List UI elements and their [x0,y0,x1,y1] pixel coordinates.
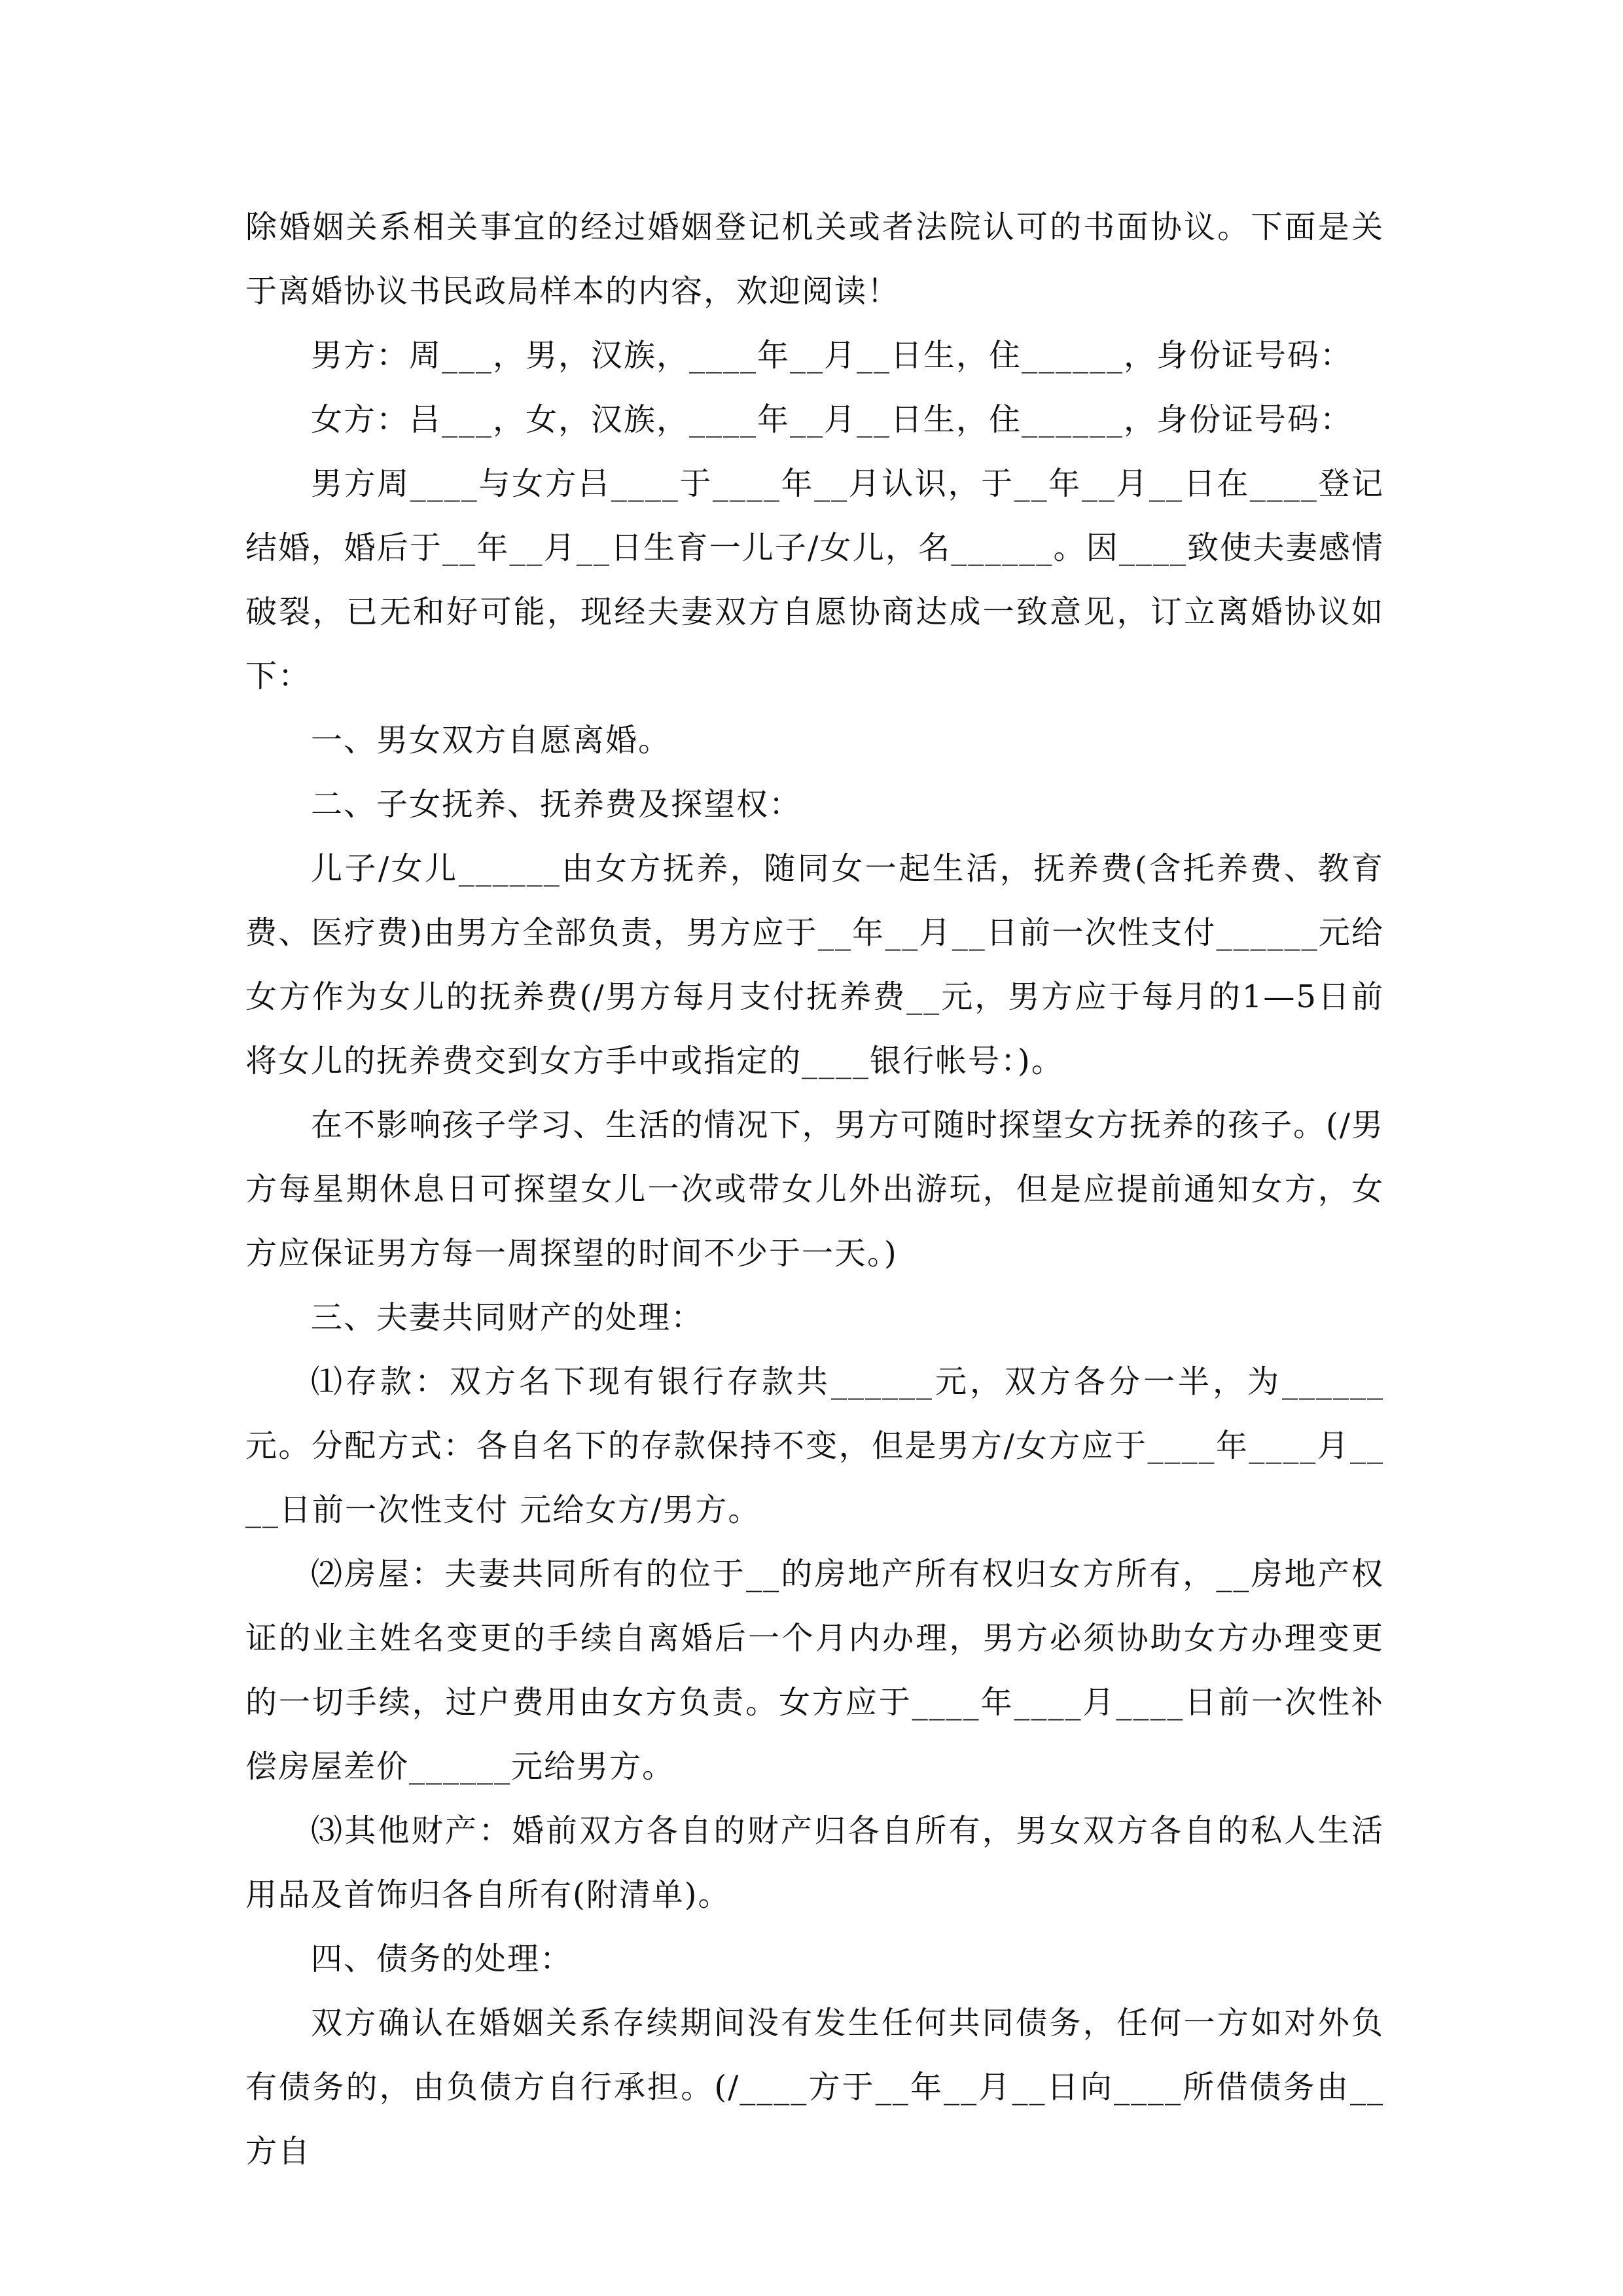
debts-paragraph: 双方确认在婚姻关系存续期间没有发生任何共同债务，任何一方如对外负有债务的，由负债方自行承担。(/____方于__年__月__日向____所借债务由__方自 [245,2005,1384,2170]
section-heading-property: 三、夫妻共同财产的处理： [311,1299,704,1336]
male-party-line: 男方：周___，男，汉族，____年__月__日生，住______，身份证号码： [311,337,1353,374]
intro-paragraph: 除婚姻关系相关事宜的经过婚姻登记机关或者法院认可的书面协议。下面是关于离婚协议书民政局样本的内容，欢迎阅读！ [245,209,1384,310]
section-heading-child-custody: 二、子女抚养、抚养费及探望权： [311,786,802,823]
document-body [245,195,1384,2183]
marriage-background-paragraph: 男方周____与女方吕____于____年__月认识，于__年__月__日在____登记结婚，婚后于__年__月__日生育一儿子/女儿，名______。因____致使夫妻感情破裂，已无和好可能，现经夫妻双方自愿协商达成一致意见，订立离婚协议如下： [245,465,1384,694]
deposits-paragraph: ⑴存款：双方名下现有银行存款共______元，双方各分一半，为______元。分配方式：各自名下的存款保持不变，但是男方/女方应于____年____月____日前一次性支付 元给女方/男方。 [245,1363,1384,1528]
section-heading-debts: 四、债务的处理： [311,1941,573,1977]
female-party-line: 女方：吕___，女，汉族，____年__月__日生，住______，身份证号码： [311,401,1353,438]
section-heading-divorce: 一、男女双方自愿离婚。 [311,722,671,759]
other-property-paragraph: ⑶其他财产：婚前双方各自的财产归各自所有，男女双方各自的私人生活用品及首饰归各自所有(附清单)。 [245,1812,1384,1913]
house-paragraph: ⑵房屋：夫妻共同所有的位于__的房地产所有权归女方所有，__房地产权证的业主姓名变更的手续自离婚后一个月内办理，男方必须协助女方办理变更的一切手续，过户费用由女方负责。女方应于____年____月____日前一次性补偿房屋差价______元给男方。 [245,1556,1384,1785]
visitation-paragraph: 在不影响孩子学习、生活的情况下，男方可随时探望女方抚养的孩子。(/男方每星期休息日可探望女儿一次或带女儿外出游玩，但是应提前通知女方，女方应保证男方每一周探望的时间不少于一天。) [245,1107,1384,1272]
child-support-paragraph: 儿子/女儿______由女方抚养，随同女一起生活，抚养费(含托养费、教育费、医疗费)由男方全部负责，男方应于__年__月__日前一次性支付______元给女方作为女儿的抚养费(/男方每月支付抚养费__元，男方应于每月的1—5日前将女儿的抚养费交到女方手中或指定的____银行帐号：)。 [245,850,1384,1079]
